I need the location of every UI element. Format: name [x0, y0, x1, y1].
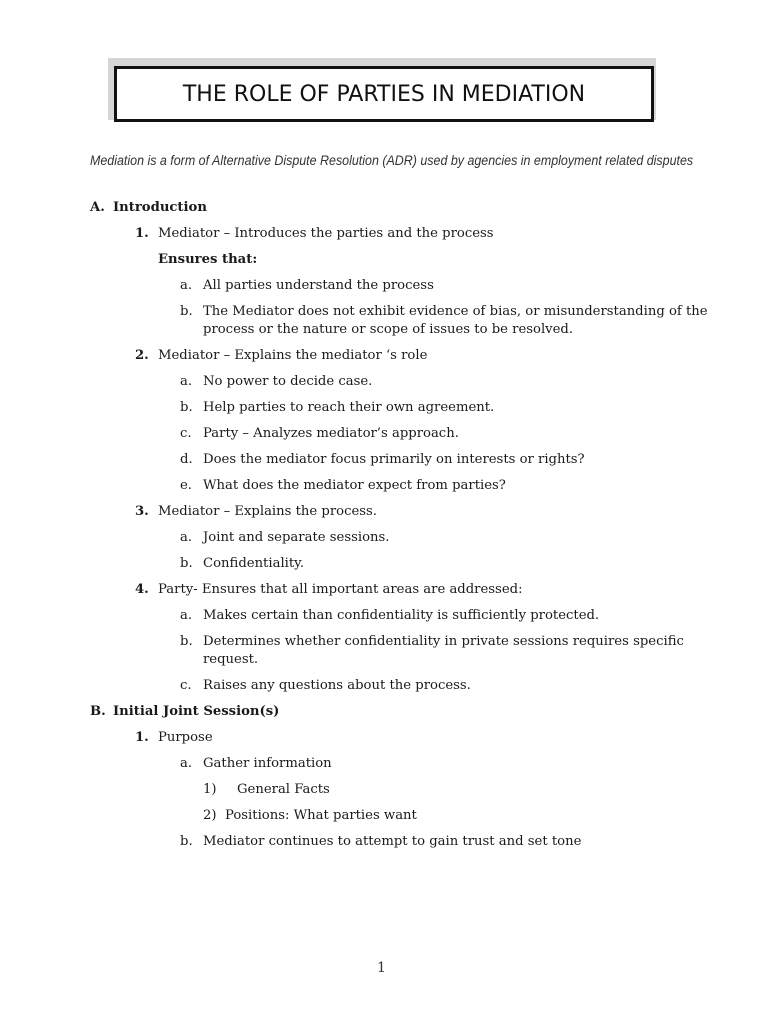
item-number: 1. [135, 226, 149, 241]
sub-item-label: c. [180, 678, 192, 693]
sub-item-label: b. [180, 304, 193, 319]
sub-item-text: Raises any questions about the process. [203, 678, 471, 693]
sub-item-label: d. [180, 452, 193, 467]
sub-item-text: Gather information [203, 756, 332, 771]
sub-item-label: c. [180, 426, 192, 441]
item-number: 3. [135, 504, 149, 519]
sub-item-label: b. [180, 400, 193, 415]
item-text: Mediator – Explains the process. [158, 504, 377, 519]
sub-sub-item-label: 2) [203, 808, 217, 823]
sub-item-label: b. [180, 834, 193, 849]
sub-item-text: Joint and separate sessions. [203, 530, 390, 545]
sub-item-label: a. [180, 608, 193, 623]
sub-item-continuation: request. [203, 652, 259, 667]
sub-item-text: The Mediator does not exhibit evidence of bias, or misunderstanding of the [203, 304, 708, 319]
document-subtitle: Mediation is a form of Alternative Dispute Resolution (ADR) used by agencies in employment related disputes [90, 153, 694, 168]
sub-item-text: Determines whether confidentiality in private sessions requires specific [203, 634, 684, 649]
sub-sub-item-label: 1) [203, 782, 217, 797]
sub-item-text: Confidentiality. [203, 556, 305, 571]
sub-item-label: e. [180, 478, 192, 493]
sub-item-label: a. [180, 374, 193, 389]
section-title: Introduction [113, 200, 207, 215]
section-title: Initial Joint Session(s) [113, 704, 280, 719]
item-text: Purpose [158, 730, 213, 745]
item-text: Mediator – Introduces the parties and the process [158, 226, 494, 241]
item-text: Mediator – Explains the mediator ‘s role [158, 348, 428, 363]
sub-item-label: a. [180, 530, 193, 545]
document-title: THE ROLE OF PARTIES IN MEDIATION [182, 81, 586, 107]
sub-item-text: No power to decide case. [203, 374, 373, 389]
sub-item-label: a. [180, 278, 193, 293]
section-label: A. [90, 200, 105, 215]
item-number: 4. [135, 582, 149, 597]
sub-item-text: Party – Analyzes mediator’s approach. [203, 426, 459, 441]
sub-item-continuation: process or the nature or scope of issues to be resolved. [203, 322, 574, 337]
sub-item-text: Mediator continues to attempt to gain trust and set tone [203, 834, 582, 849]
item-number: 2. [135, 348, 149, 363]
sub-item-text: Makes certain than confidentiality is sufficiently protected. [203, 608, 600, 623]
sub-item-label: b. [180, 634, 193, 649]
section-label: B. [90, 704, 106, 719]
sub-item-label: b. [180, 556, 193, 571]
sub-item-text: Help parties to reach their own agreement. [203, 400, 495, 415]
item-number: 1. [135, 730, 149, 745]
page-number: 1 [377, 960, 386, 976]
item-text: Party- Ensures that all important areas are addressed: [158, 582, 523, 597]
title-box [114, 66, 654, 122]
sub-sub-item-text: General Facts [237, 782, 330, 797]
sub-item-text: All parties understand the process [203, 278, 434, 293]
sub-sub-item-text: Positions: What parties want [225, 808, 417, 823]
sub-item-text: What does the mediator expect from parties? [203, 478, 506, 493]
sub-item-label: a. [180, 756, 193, 771]
item-note: Ensures that: [158, 252, 258, 267]
sub-item-text: Does the mediator focus primarily on interests or rights? [203, 452, 585, 467]
